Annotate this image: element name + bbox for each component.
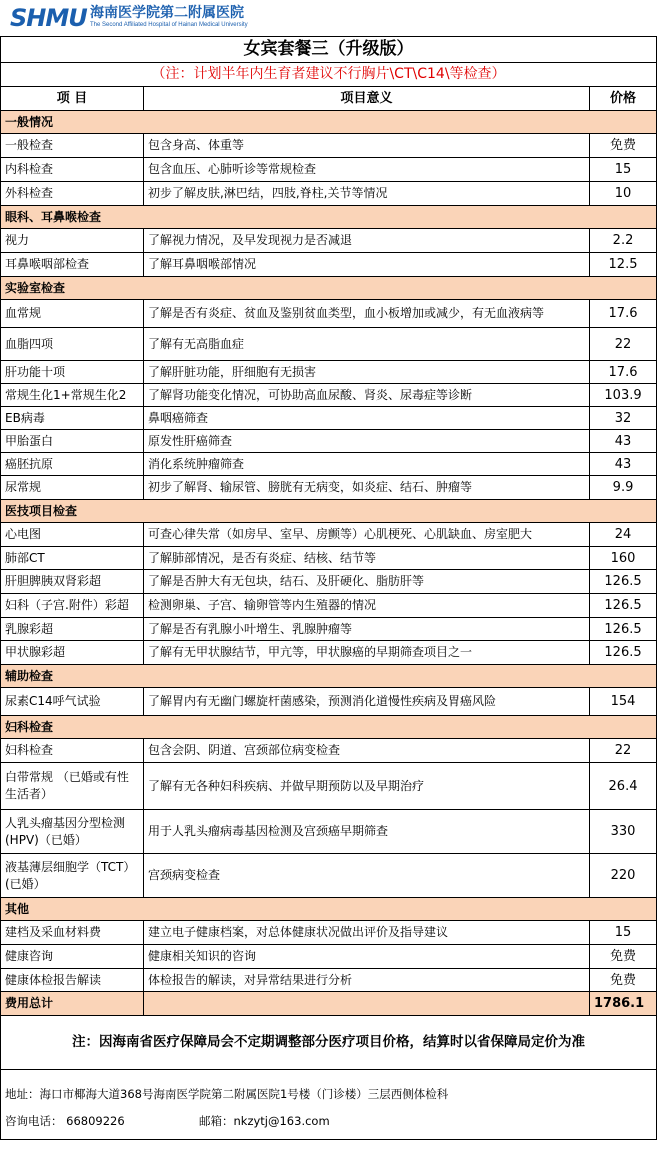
cell-meaning: 了解是否肿大有无包块，结石、及肝硬化、脂肪肝等 — [144, 570, 590, 594]
section-row — [1, 500, 657, 523]
pregnancy-note: （注：计划半年内生育者建议不行胸片\CT\C14\等检查） — [1, 63, 657, 87]
cell-item: 健康咨询 — [1, 945, 144, 969]
logo-mark-text: SHMU — [10, 4, 87, 32]
table-row — [1, 384, 657, 407]
cell-item: 尿常规 — [1, 476, 144, 500]
contact-info-row — [1, 1070, 657, 1140]
cell-meaning: 了解肺部情况，是否有炎症、结核、结节等 — [144, 547, 590, 570]
table-row — [1, 810, 657, 854]
page-title: 女宾套餐三（升级版） — [1, 37, 657, 63]
cell-price: 10 — [590, 182, 657, 206]
cell-price: 126.5 — [590, 594, 657, 618]
cell-item: 内科检查 — [1, 158, 144, 182]
cell-price: 免费 — [590, 945, 657, 969]
cell-meaning: 包含血压、心肺听诊等常规检查 — [144, 158, 590, 182]
package-table — [0, 36, 657, 1140]
cell-price: 154 — [590, 688, 657, 716]
cell-meaning: 检测卵巢、子宫、输卵管等内生殖器的情况 — [144, 594, 590, 618]
cell-price: 126.5 — [590, 570, 657, 594]
table-row — [1, 430, 657, 453]
cell-item: 视力 — [1, 229, 144, 253]
cell-price: 22 — [590, 739, 657, 763]
total-row — [1, 992, 657, 1016]
table-row — [1, 921, 657, 945]
table-row — [1, 134, 657, 158]
cell-meaning: 了解有无各种妇科疾病、并做早期预防以及早期治疗 — [144, 763, 590, 810]
section-row — [1, 111, 657, 134]
cell-price: 330 — [590, 810, 657, 854]
cell-price: 9.9 — [590, 476, 657, 500]
cell-meaning: 了解胃内有无幽门螺旋杆菌感染，预测消化道慢性疾病及胃癌风险 — [144, 688, 590, 716]
cell-meaning: 包含会阴、阴道、宫颈部位病变检查 — [144, 739, 590, 763]
table-row — [1, 547, 657, 570]
cell-item: 尿素C14呼气试验 — [1, 688, 144, 716]
table-row — [1, 854, 657, 898]
cell-meaning: 了解耳鼻咽喉部情况 — [144, 253, 590, 277]
cell-meaning: 消化系统肿瘤筛查 — [144, 453, 590, 476]
contact-info-cell — [1, 1070, 657, 1140]
cell-item: 一般检查 — [1, 134, 144, 158]
section-row — [1, 716, 657, 739]
email: 邮箱：nkzytj@163.com — [199, 1114, 330, 1128]
cell-item: 肝功能十项 — [1, 361, 144, 384]
table-row — [1, 763, 657, 810]
column-header-price: 价格 — [590, 87, 657, 111]
cell-price: 126.5 — [590, 618, 657, 641]
cell-price: 24 — [590, 523, 657, 547]
cell-item: 心电图 — [1, 523, 144, 547]
cell-item: 液基薄层细胞学（TCT）(已婚） — [1, 854, 144, 898]
cell-meaning: 了解视力情况，及早发现视力是否减退 — [144, 229, 590, 253]
cell-meaning: 建立电子健康档案，对总体健康状况做出评价及指导建议 — [144, 921, 590, 945]
section-row — [1, 277, 657, 300]
cell-item: 常规生化1+常规生化2 — [1, 384, 144, 407]
cell-meaning: 了解是否有炎症、贫血及鉴别贫血类型，血小板增加或减少，有无血液病等 — [144, 300, 590, 328]
cell-price: 免费 — [590, 134, 657, 158]
table-row — [1, 229, 657, 253]
cell-price: 32 — [590, 407, 657, 430]
cell-item: 外科检查 — [1, 182, 144, 206]
cell-item: 妇科检查 — [1, 739, 144, 763]
cell-meaning: 体检报告的解读，对异常结果进行分析 — [144, 969, 590, 992]
cell-meaning: 初步了解肾、输尿管、膀胱有无病变，如炎症、结石、肿瘤等 — [144, 476, 590, 500]
section-row — [1, 206, 657, 229]
title-row — [1, 37, 657, 63]
cell-price: 43 — [590, 453, 657, 476]
cell-meaning: 了解有无高脂血症 — [144, 328, 590, 361]
table-row — [1, 182, 657, 206]
section-title: 其他 — [1, 898, 657, 921]
cell-item: 肝胆脾胰双肾彩超 — [1, 570, 144, 594]
cell-item: 白带常规 （已婚或有性生活者） — [1, 763, 144, 810]
table-row — [1, 158, 657, 182]
table-row — [1, 361, 657, 384]
hospital-header — [0, 0, 658, 36]
price-adjust-note-row — [1, 1016, 657, 1070]
cell-meaning: 了解有无甲状腺结节，甲亢等，甲状腺癌的早期筛查项目之一 — [144, 641, 590, 665]
cell-price: 2.2 — [590, 229, 657, 253]
table-row — [1, 688, 657, 716]
cell-item: 甲胎蛋白 — [1, 430, 144, 453]
table-row — [1, 300, 657, 328]
cell-price: 22 — [590, 328, 657, 361]
hospital-name-block — [90, 5, 248, 29]
table-row — [1, 739, 657, 763]
cell-meaning: 包含身高、体重等 — [144, 134, 590, 158]
table-row — [1, 969, 657, 992]
section-title: 妇科检查 — [1, 716, 657, 739]
table-row — [1, 570, 657, 594]
table-row — [1, 407, 657, 430]
cell-item: 建档及采血材料费 — [1, 921, 144, 945]
hospital-logo — [10, 4, 87, 32]
cell-price: 15 — [590, 158, 657, 182]
cell-item: 人乳头瘤基因分型检测(HPV)（已婚） — [1, 810, 144, 854]
cell-item: EB病毒 — [1, 407, 144, 430]
cell-item: 耳鼻喉咽部检查 — [1, 253, 144, 277]
cell-meaning: 可查心律失常（如房早、室早、房颤等）心肌梗死、心肌缺血、房室肥大 — [144, 523, 590, 547]
column-header-row — [1, 87, 657, 111]
cell-meaning: 了解肾功能变化情况，可协助高血尿酸、肾炎、尿毒症等诊断 — [144, 384, 590, 407]
phone: 咨询电话： 66809226 — [5, 1114, 125, 1128]
table-row — [1, 328, 657, 361]
cell-price: 26.4 — [590, 763, 657, 810]
table-row — [1, 641, 657, 665]
table-row — [1, 594, 657, 618]
cell-price: 43 — [590, 430, 657, 453]
section-title: 实验室检查 — [1, 277, 657, 300]
note-row — [1, 63, 657, 87]
cell-meaning: 初步了解皮肤,淋巴结，四肢,脊柱,关节等情况 — [144, 182, 590, 206]
column-header-meaning: 项目意义 — [144, 87, 590, 111]
cell-price: 12.5 — [590, 253, 657, 277]
hospital-name-en: The Second Affiliated Hospital of Hainan Medical University — [90, 22, 248, 28]
column-header-item: 项 目 — [1, 87, 144, 111]
total-empty-cell — [144, 992, 590, 1016]
cell-price: 17.6 — [590, 300, 657, 328]
total-label: 费用总计 — [1, 992, 144, 1016]
section-title: 眼科、耳鼻喉检查 — [1, 206, 657, 229]
table-row — [1, 476, 657, 500]
table-row — [1, 453, 657, 476]
cell-item: 健康体检报告解读 — [1, 969, 144, 992]
address: 地址：海口市椰海大道368号海南医学院第二附属医院1号楼（门诊楼）三层西侧体检科 — [5, 1087, 449, 1101]
cell-price: 免费 — [590, 969, 657, 992]
section-title: 一般情况 — [1, 111, 657, 134]
section-row — [1, 898, 657, 921]
cell-meaning: 用于人乳头瘤病毒基因检测及宫颈癌早期筛查 — [144, 810, 590, 854]
table-row — [1, 618, 657, 641]
table-row — [1, 523, 657, 547]
cell-meaning: 了解肝脏功能，肝细胞有无损害 — [144, 361, 590, 384]
cell-item: 血常规 — [1, 300, 144, 328]
cell-item: 妇科（子宫.附件）彩超 — [1, 594, 144, 618]
section-row — [1, 665, 657, 688]
table-row — [1, 253, 657, 277]
cell-item: 肺部CT — [1, 547, 144, 570]
price-adjust-note: 注：因海南省医疗保障局会不定期调整部分医疗项目价格，结算时以省保障局定价为准 — [1, 1016, 657, 1070]
hospital-name-cn: 海南医学院第二附属医院 — [90, 5, 244, 21]
cell-item: 血脂四项 — [1, 328, 144, 361]
cell-meaning: 原发性肝癌筛查 — [144, 430, 590, 453]
cell-price: 126.5 — [590, 641, 657, 665]
section-title: 医技项目检查 — [1, 500, 657, 523]
cell-item: 癌胚抗原 — [1, 453, 144, 476]
cell-item: 乳腺彩超 — [1, 618, 144, 641]
cell-price: 15 — [590, 921, 657, 945]
cell-price: 160 — [590, 547, 657, 570]
table-row — [1, 945, 657, 969]
total-price: 1786.1 — [590, 992, 657, 1016]
cell-item: 甲状腺彩超 — [1, 641, 144, 665]
cell-meaning: 健康相关知识的咨询 — [144, 945, 590, 969]
cell-price: 17.6 — [590, 361, 657, 384]
cell-price: 220 — [590, 854, 657, 898]
cell-meaning: 了解是否有乳腺小叶增生、乳腺肿瘤等 — [144, 618, 590, 641]
cell-price: 103.9 — [590, 384, 657, 407]
section-title: 辅助检查 — [1, 665, 657, 688]
cell-meaning: 鼻咽癌筛查 — [144, 407, 590, 430]
cell-meaning: 宫颈病变检查 — [144, 854, 590, 898]
